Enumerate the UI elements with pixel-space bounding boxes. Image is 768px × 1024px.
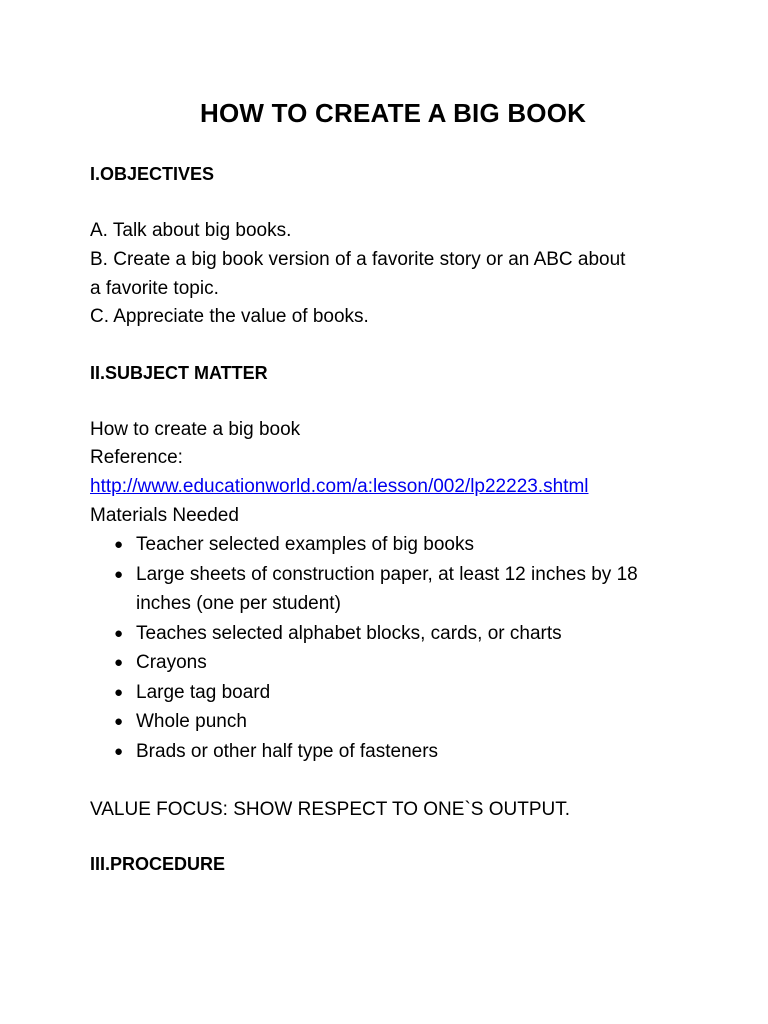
material-item: Brads or other half type of fasteners — [136, 740, 439, 762]
list-item — [90, 648, 690, 678]
objectives-heading: I.OBJECTIVES — [90, 164, 215, 184]
materials-label: Materials Needed — [90, 505, 239, 526]
bullet-icon: ● — [114, 624, 124, 642]
objective-c: C. Appreciate the value of books. — [90, 306, 369, 327]
subject-matter-heading: II.SUBJECT MATTER — [90, 363, 268, 383]
subject-topic: How to create a big book — [90, 419, 301, 440]
list-item — [90, 737, 690, 767]
reference-line — [90, 472, 589, 501]
material-item: Teacher selected examples of big books — [136, 534, 474, 555]
material-item: Crayons — [136, 652, 207, 673]
bullet-icon: ● — [114, 654, 124, 671]
list-item — [90, 678, 690, 708]
list-item — [90, 560, 690, 619]
bullet-icon: ● — [114, 565, 124, 583]
bullet-icon: ● — [114, 683, 124, 701]
material-item: Large sheets of construction paper, at least 12 inches by 18 inches (one per student) — [136, 563, 638, 614]
procedure-heading: III.PROCEDURE — [90, 854, 226, 874]
objective-b: B. Create a big book version of a favorite story or an ABC about — [90, 249, 626, 270]
objective-a: A. Talk about big books. — [90, 220, 292, 241]
material-item: Teaches selected alphabet blocks, cards, or charts — [136, 622, 562, 644]
bullet-icon: ● — [114, 713, 124, 730]
materials-list — [90, 530, 690, 766]
reference-link[interactable]: http://www.educationworld.com/a:lesson/002/lp22223.shtml — [90, 476, 589, 497]
list-item — [90, 707, 690, 737]
document-title: HOW TO CREATE A BIG BOOK — [200, 98, 587, 128]
list-item — [90, 619, 690, 649]
bullet-icon: ● — [114, 536, 124, 553]
bullet-icon: ● — [114, 742, 124, 760]
list-item — [90, 530, 690, 560]
reference-label: Reference: — [90, 447, 183, 468]
objective-b-continued: a favorite topic. — [90, 278, 219, 299]
material-item: Whole punch — [136, 711, 247, 732]
value-focus: VALUE FOCUS: SHOW RESPECT TO ONE`S OUTPUT. — [90, 799, 571, 820]
material-item: Large tag board — [136, 681, 271, 703]
